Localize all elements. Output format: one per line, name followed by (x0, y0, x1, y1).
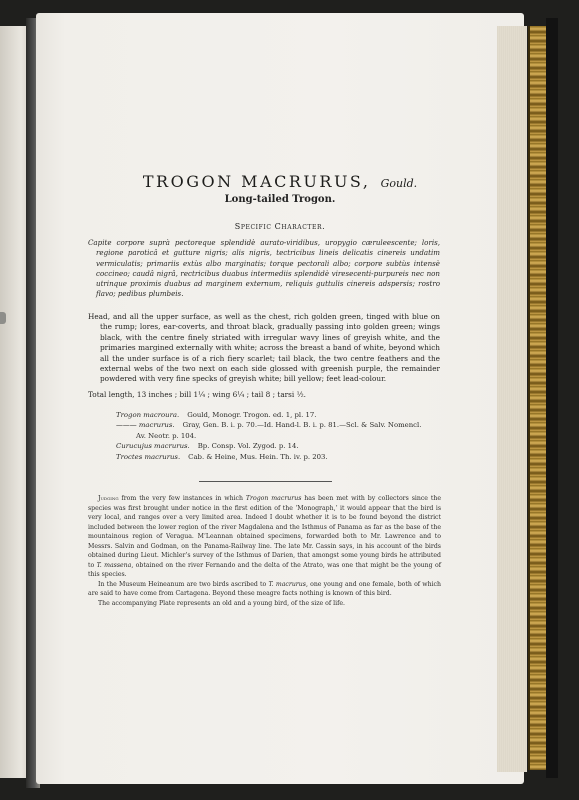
synonymy-list (116, 410, 441, 462)
page-clip (0, 312, 6, 324)
synonym-entry (116, 410, 441, 420)
notes-text (88, 494, 441, 609)
synonym-reference: Cab. & Heine, Mus. Hein. Th. iv. p. 203. (188, 452, 328, 461)
notes-paragraph: The accompanying Plate represents an old and a young bird, of the size of life. (98, 600, 345, 608)
common-name: Long-tailed Trogon. (224, 194, 336, 205)
notes-paragraph: Judging from the very few instances in which Trogon macrurus has been met with by collectors since the species was first brought under notice in the first edition of the ‘Monograph,’ it would appear that the bird is very local, and ranges over a very limited area. Indeed I doubt whether it is to be found beyond the district included between the lower region of the river Magdalena and the Isthmus of Panama as far as the base of the mountainous region of Veragua. M‘Leannan obtained specimens, forwarded both to Mr. Lawrence and to Messrs. Salvin and Godman, on the Panama-Railway line. The late Mr. Cassin says, in his account of the birds obtained during Lieut. Michler’s survey of the Isthmus of Darien, that amongst some young birds he attributed to T. massena, obtained on the river Fernando and the delta of the Atrato, was one that might be the young of this species. (88, 495, 442, 579)
synonym-entry (116, 452, 441, 462)
page-block-edges (497, 26, 527, 772)
notes-paragraph: In the Museum Heineanum are two birds ascribed to T. macrurus, one young and one female, both of which are said to have come from Cartagena. Beyond these meagre facts nothing is known of this bird. (88, 580, 442, 598)
synonym-name: Troctes macrurus. (116, 452, 181, 461)
gilt-fore-edge (528, 26, 548, 770)
synonym-reference: Gray, Gen. B. i. p. 70.—Id. Hand-l. B. i. p. 81.—Scl. & Salv. Nomencl. (182, 421, 422, 430)
description-block (88, 312, 440, 385)
section-divider (199, 481, 332, 482)
synonym-entry (116, 420, 441, 430)
book-page (36, 13, 524, 784)
synonym-name: Curucujus macrurus. (116, 442, 190, 451)
description-text: Head, and all the upper surface, as well as the chest, rich golden green, tinged with blue on the rump; lores, ear-coverts, and throat black, gradually passing into golden green; wings black, with the centre finely striated with irregular wavy lines of greyish white, and the primaries margined externally with white; across the breast a band of white, beyond which all the under surface is of a rich fiery scarlet; tail black, the two centre feathers and the external webs of the two next on each side glossed with greenish purple, the remainder powdered with very fine specks of greyish white; bill yellow; feet lead-colour. (88, 312, 440, 384)
specific-character-heading: Specific Character. (234, 222, 326, 231)
synonym-reference: Bp. Consp. Vol. Zygod. p. 14. (197, 442, 299, 451)
species-title (36, 157, 524, 195)
book-cover-edge (546, 18, 558, 778)
measurements: Total length, 13 inches ; bill 1¼ ; wing 6¼ ; tail 8 ; tarsi ½. (88, 390, 306, 399)
latin-diagnosis: Capite corpore suprà pectoreque splendidè aurato-viridibus, uropygio cæruleescente; loris, regione paroticâ et gutture nigris; alis nigris, tectricibus lineis delicatis cinereis undatim vermiculatis; primariis extùs albo marginatis; torque pectorali albo; corpore subtùs intensè coccineo; caudâ nigrâ, rectricibus duabus intermediis splendidè viresecenti-purpureis nec non utrinque proximis duabus ad marginem externum, reliquis guttulis cinereis adspersis; rostro flavo; pedibus plumbeis. (88, 238, 440, 299)
synonym-entry (116, 441, 441, 451)
synonym-name: Trogon macroura. (116, 411, 180, 419)
specific-character-text (88, 238, 440, 300)
species-name: TROGON MACRURUS, (142, 172, 371, 191)
synonym-reference-continued: Av. Neotr. p. 104. (136, 431, 197, 440)
synonym-reference: Gould, Monogr. Trogon. ed. 1, pl. 17. (187, 411, 317, 419)
species-authority: Gould. (380, 177, 418, 190)
synonym-name: ——— macrurus. (116, 421, 175, 430)
